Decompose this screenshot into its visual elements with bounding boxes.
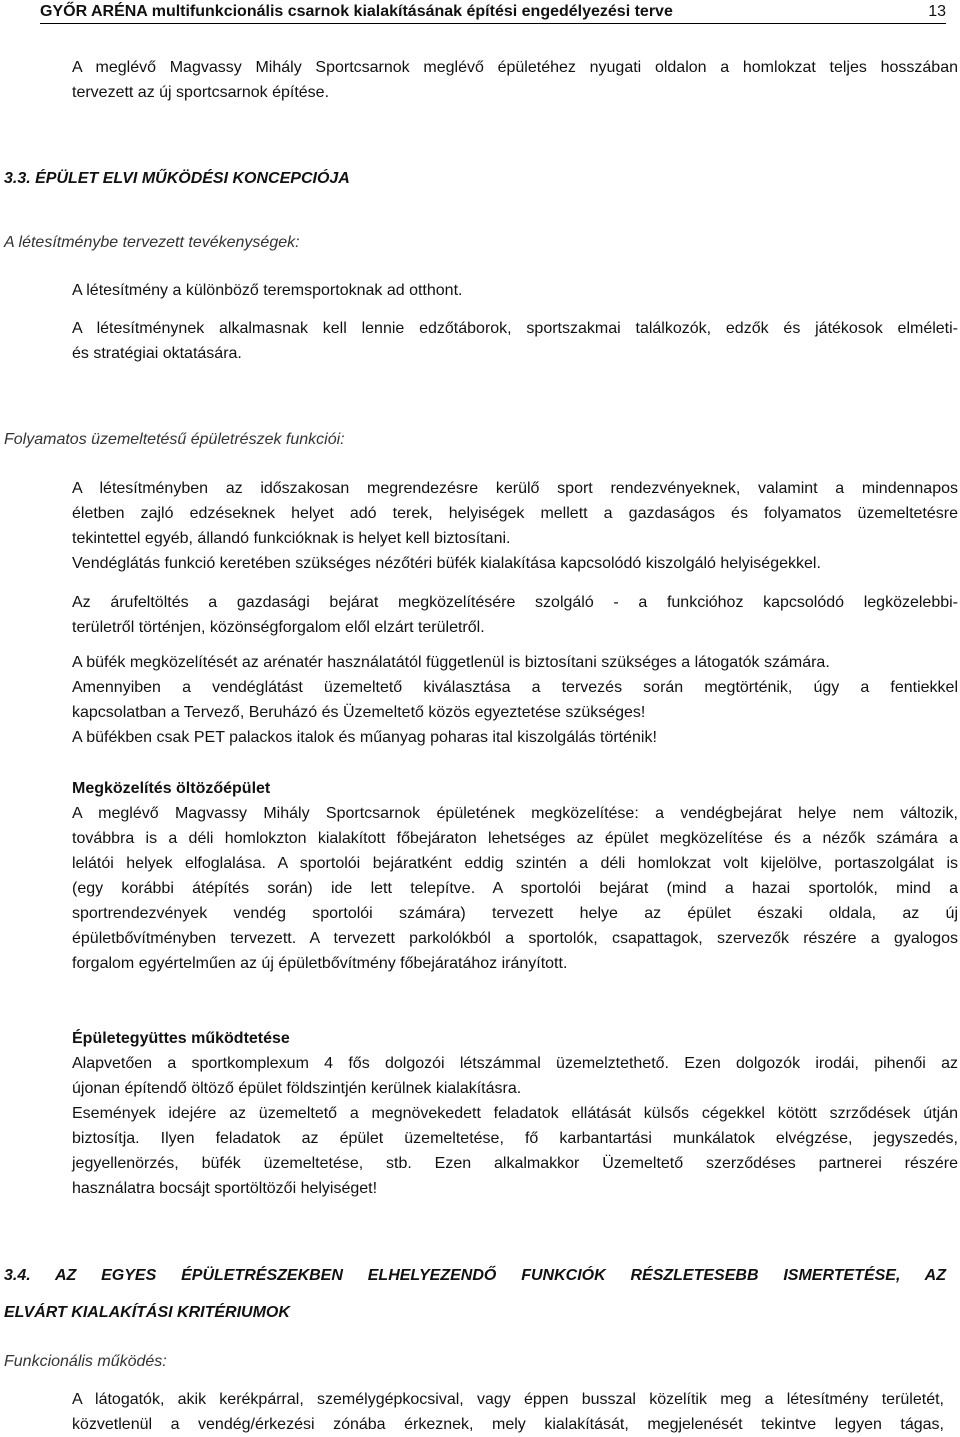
- approach-heading: Megközelítés öltözőépület: [72, 780, 271, 797]
- complex-operation-paragraph: [72, 1051, 958, 1201]
- text-line: kapcsolatban a Tervező, Beruházó és Üzemeltető közös egyeztetése szükséges!: [72, 704, 646, 721]
- text-line: A létesítményben az időszakosan megrendezésre kerülő sport rendezvényeknek, valamint a mindennapos: [72, 480, 958, 497]
- text-line: A meglévő Magvassy Mihály Sportcsarnok épületének megközelítése: a vendégbejárat helye nem változik,: [72, 805, 958, 822]
- text-line: közvetlenül a vendég/érkezési zónába érkeznek, mely kialakítását, megjelenését tekintve legyen tágas,: [72, 1416, 944, 1433]
- activities-subheading: A létesítménybe tervezett tevékenységek:: [4, 234, 300, 251]
- header-title: GYŐR ARÉNA multifunkcionális csarnok kialakításának építési engedélyezési terve: [40, 3, 673, 20]
- text-line: Alapvetően a sportkomplexum 4 fős dolgozói létszámmal üzemelztethető. Ezen dolgozók irodái, pihenői az: [72, 1055, 958, 1072]
- text-line: továbbra is a déli homlokzton kialakított főbejáraton lehetséges az épület megközelítése és a nézők számára a: [72, 830, 958, 847]
- continuous-operation-paragraph-2: [72, 590, 958, 640]
- text-line: használatra bocsájt sportöltözői helyiséget!: [72, 1180, 378, 1197]
- complex-operation-heading: Épületegyüttes működtetése: [72, 1030, 290, 1047]
- text-line: jegyellenörzés, büfék üzemeltetése, stb. Ezen alkalmakkor Üzemeltető szerződéses partnerei részére: [72, 1155, 958, 1172]
- text-line: A meglévő Magvassy Mihály Sportcsarnok meglévő épületéhez nyugati oldalon a homlokzat teljes hosszában: [72, 59, 958, 76]
- activities-paragraph-2: [72, 316, 958, 366]
- intro-paragraph: [72, 55, 958, 105]
- text-line: tekintettel egyéb, állandó funkcióknak is helyet kell biztosítani.: [72, 530, 511, 547]
- continuous-operation-paragraph-1: [72, 476, 958, 576]
- text-line: A büfék megközelítését az arénatér használatától függetlenül is biztosítani szükséges a látogatók számára.: [72, 654, 830, 671]
- text-line: életben zajló edzéseknek helyet adó terek, helyiségek mellett a gazdaságos és folyamatos üzemeltetésre: [72, 505, 958, 522]
- text-line: sportrendezvények vendég sportolói számára) tervezett helye az épület északi oldala, az új: [72, 905, 958, 922]
- text-line: Amennyiben a vendéglátást üzemeltető kiválasztása a tervezés során megtörténik, úgy a fentiekkel: [72, 679, 958, 696]
- text-line: és stratégiai oktatására.: [72, 345, 242, 362]
- text-line: Események idejére az üzemeltető a megnövekedett feladatok ellátását külsős cégekkel kötött szrződések útján: [72, 1105, 958, 1122]
- text-line: tervezett az új sportcsarnok építése.: [72, 84, 330, 101]
- text-line: területről történjen, közönségforgalom elől elzárt területről.: [72, 619, 485, 636]
- approach-paragraph: [72, 801, 958, 976]
- text-line: 3.4. AZ EGYES ÉPÜLETRÉSZEKBEN ELHELYEZENDŐ FUNKCIÓK RÉSZLETESEBB ISMERTETÉSE, AZ: [4, 1267, 946, 1284]
- continuous-operation-subheading: Folyamatos üzemeltetésű épületrészek funkciói:: [4, 431, 345, 448]
- text-line: A büfékben csak PET palackos italok és műanyag poharas ital kiszolgálás történik!: [72, 729, 657, 746]
- continuous-operation-paragraph-3: [72, 650, 958, 750]
- text-line: (egy korábbi átépítés során) ide lett telepítve. A sportolói bejárat (mind a hazai sportolók, mind a: [72, 880, 958, 897]
- functional-operation-paragraph: [72, 1387, 944, 1437]
- section-3-4-heading: [4, 1263, 946, 1288]
- text-line: forgalom egyértelműen az új épületbővítmény főbejáratához irányított.: [72, 955, 568, 972]
- page-number: 13: [928, 3, 946, 20]
- section-3-4-heading-line-2: ELVÁRT KIALAKÍTÁSI KRITÉRIUMOK: [4, 1304, 290, 1321]
- text-line: A létesítménynek alkalmasnak kell lennie edzőtáborok, sportszakmai találkozók, edzők és játékosok elméleti-: [72, 320, 958, 337]
- text-line: épületbővítményben tervezett. A tervezett parkolókból a sportolók, csapattagok, szervezők részére a gyalogos: [72, 930, 958, 947]
- functional-operation-subheading: Funkcionális működés:: [4, 1353, 167, 1370]
- text-line: biztosítja. Ilyen feladatok az épület üzemeltetése, fő karbantartási munkálatok elvégzése, jegyszedés,: [72, 1130, 958, 1147]
- page-header: [40, 2, 946, 24]
- text-line: Vendéglátás funkció keretében szükséges nézőtéri büfék kialakítása kapcsolódó kiszolgáló helyiségekkel.: [72, 555, 821, 572]
- section-3-3-heading: 3.3. ÉPÜLET ELVI MŰKÖDÉSI KONCEPCIÓJA: [4, 170, 350, 187]
- text-line: A látogatók, akik kerékpárral, személygépkocsival, vagy éppen busszal közelítik meg a létesítmény területét,: [72, 1391, 944, 1408]
- activities-paragraph-1: A létesítmény a különböző teremsportoknak ad otthont.: [72, 282, 463, 299]
- text-line: Az árufeltöltés a gazdasági bejárat megközelítésére szolgáló - a funkcióhoz kapcsolódó legközelebbi-: [72, 594, 958, 611]
- text-line: lelátói helyek elfoglalása. A sportolói bejáratként eddig szintén a déli homlokzat volt kijelölve, portaszolgálat is: [72, 855, 958, 872]
- text-line: újonan építendő öltöző épület földszintjén kerülnek kialakításra.: [72, 1080, 522, 1097]
